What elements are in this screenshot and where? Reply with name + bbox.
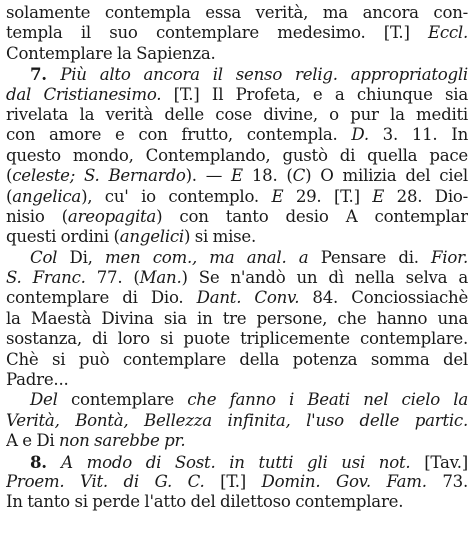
italic-text-segment: Eccl. — [427, 23, 468, 43]
text-line — [6, 23, 468, 43]
text-segment: Di, — [57, 247, 105, 267]
text-line — [6, 44, 468, 64]
text-segment: questo mondo, Contemplando, gustò di quella pace — [6, 145, 468, 165]
text-segment: 29. [T.] — [283, 186, 373, 206]
italic-text-segment: angelica — [12, 186, 82, 206]
italic-text-segment: a — [298, 247, 309, 267]
text-segment: ) con tanto desio A contemplar — [156, 206, 468, 226]
text-line — [6, 3, 468, 23]
text-line — [6, 370, 468, 390]
dictionary-entry-text — [6, 3, 468, 513]
text-line — [6, 166, 468, 186]
italic-text-segment: D. — [351, 125, 369, 145]
text-segment: nisio ( — [6, 206, 68, 226]
text-line — [6, 390, 468, 410]
text-segment: con amore e con frutto, contempla. — [6, 125, 352, 145]
text-line — [6, 248, 468, 268]
italic-text-segment: Fior. — [431, 247, 468, 267]
italic-text-segment: E — [231, 166, 243, 186]
text-line — [6, 350, 468, 370]
italic-text-segment: dal Cristianesimo. — [6, 84, 162, 104]
text-line — [6, 411, 468, 431]
text-segment: 18. ( — [242, 166, 293, 186]
text-segment: ). — — [185, 166, 232, 186]
text-segment: 28. Dio- — [384, 186, 468, 206]
text-segment: questi ordini ( — [6, 227, 120, 247]
italic-text-segment: E — [372, 186, 385, 206]
text-segment: [T.] — [204, 471, 262, 491]
italic-text-segment: Del — [30, 390, 58, 410]
text-segment: Chè si può contemplare della potenza somma del — [6, 349, 468, 369]
text-line — [6, 146, 468, 166]
italic-text-segment: E — [271, 186, 284, 206]
text-line — [6, 431, 468, 451]
italic-text-segment: angelici — [119, 227, 184, 247]
italic-text-segment: Più alto ancora il senso relig. appropriatogli — [60, 65, 468, 85]
text-segment: [Tav.] — [410, 452, 468, 472]
bold-text-segment: 8. — [30, 451, 62, 472]
italic-text-segment: men com., ma anal. — [104, 247, 287, 267]
text-segment: contemplare — [57, 390, 188, 410]
bold-text-segment: 7. — [30, 64, 61, 85]
text-segment: [T.] Il Profeta, e a chiunque sia — [161, 84, 468, 104]
italic-text-segment: C — [292, 166, 306, 186]
text-line — [6, 492, 468, 512]
italic-text-segment: che fanno i Beati nel cielo la — [187, 390, 468, 410]
text-segment: solamente contempla essa verità, ma ancora con- — [6, 3, 468, 22]
italic-text-segment: Dant. Conv. — [196, 288, 300, 308]
text-segment: 84. Conciossiachè — [299, 288, 468, 308]
text-segment — [287, 248, 299, 267]
text-line — [6, 472, 468, 492]
text-segment: ), cu' io contemplo. — [81, 186, 272, 206]
text-segment: Padre... — [6, 370, 69, 390]
text-line — [6, 288, 468, 308]
text-line — [6, 125, 468, 145]
italic-text-segment: celeste; S. Bernardo — [12, 166, 186, 186]
italic-text-segment: Proem. Vit. di G. C. — [6, 471, 205, 491]
text-segment: rivelata la verità delle cose divine, o pur la mediti — [6, 104, 468, 124]
text-line — [6, 452, 468, 472]
text-segment: A e Di — [6, 431, 59, 451]
text-segment: ) O milizia del ciel — [305, 166, 468, 186]
text-segment: 73. — [426, 471, 468, 491]
text-segment: 3. 11. In — [368, 125, 468, 145]
text-line — [6, 187, 468, 207]
text-segment: contemplare di Dio. — [6, 288, 197, 308]
italic-text-segment: areopagita — [67, 206, 157, 226]
text-segment: sostanza, di loro si puote triplicemente contemplare. — [6, 329, 468, 349]
italic-text-segment: Domin. Gov. Fam. — [261, 471, 427, 491]
text-line — [6, 227, 468, 247]
text-segment: ( — [6, 186, 13, 206]
italic-text-segment: Man. — [139, 268, 182, 288]
text-segment: templa il suo contemplare medesimo. [T.] — [6, 23, 428, 43]
text-line — [6, 105, 468, 125]
italic-text-segment: S. Franc. — [6, 268, 86, 288]
text-line — [6, 268, 468, 288]
text-line — [6, 329, 468, 349]
italic-text-segment: Col — [30, 247, 58, 267]
text-line — [6, 309, 468, 329]
italic-text-segment: Verità, Bontà, Bellezza infinita, l'uso delle partic. — [6, 410, 468, 430]
text-segment: Pensare di. — [308, 247, 432, 267]
text-segment: ) si mise. — [184, 227, 256, 247]
text-line — [6, 64, 468, 84]
italic-text-segment: non sarebbe pr. — [59, 431, 186, 451]
text-segment: In tanto si perde l'atto del dilettoso contemplare. — [6, 492, 404, 512]
text-segment: ) Se n'andò un dì nella selva a — [181, 268, 468, 288]
text-line — [6, 85, 468, 105]
text-segment: la Maestà Divina sia in tre persone, che hanno una — [6, 308, 468, 328]
italic-text-segment: A modo di Sost. in tutti gli usi not. — [61, 452, 411, 472]
text-segment: Contemplare la Sapienza. — [6, 43, 216, 63]
text-line — [6, 207, 468, 227]
text-block — [6, 3, 468, 513]
text-segment: ( — [6, 166, 13, 186]
text-segment: 77. ( — [85, 268, 140, 288]
